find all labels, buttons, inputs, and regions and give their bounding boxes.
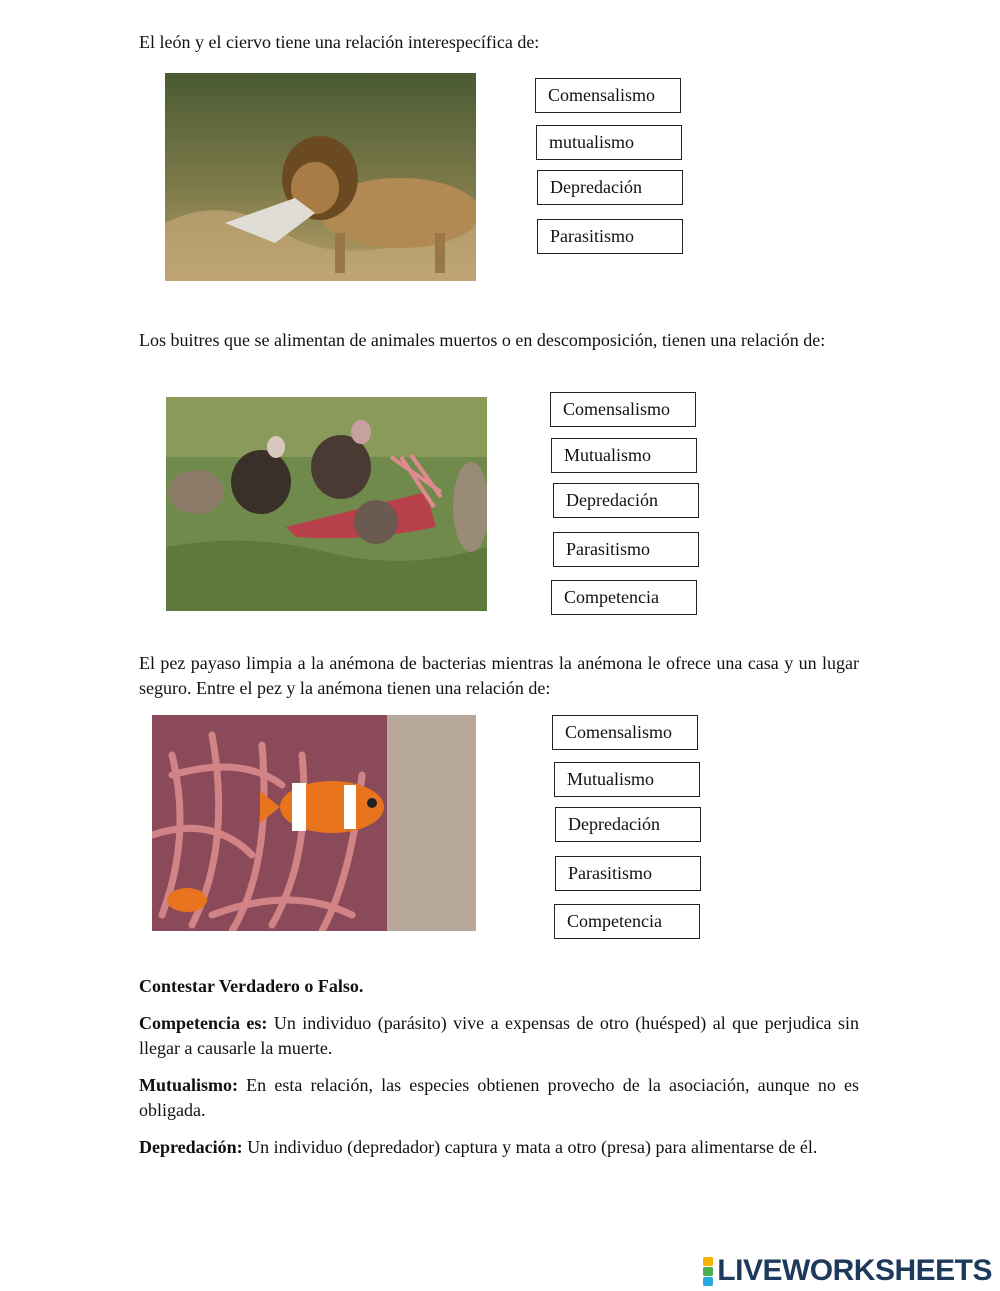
question-1-prompt: El león y el ciervo tiene una relación interespecífica de:: [139, 32, 540, 52]
q3-option-comensalismo[interactable]: Comensalismo: [552, 715, 698, 750]
statement-text: Un individuo (parásito) vive a expensas de otro (huésped) al que perjudica sin llegar a causarle la muerte.: [139, 1013, 859, 1058]
statement-term: Competencia es:: [139, 1013, 268, 1033]
q3-option-depredacion[interactable]: Depredación: [555, 807, 701, 842]
q3-option-competencia[interactable]: Competencia: [554, 904, 700, 939]
q1-option-comensalismo[interactable]: Comensalismo: [535, 78, 681, 113]
q2-option-comensalismo[interactable]: Comensalismo: [550, 392, 696, 427]
q3-option-mutualismo[interactable]: Mutualismo: [554, 762, 700, 797]
q2-option-competencia[interactable]: Competencia: [551, 580, 697, 615]
question-3-prompt: El pez payaso limpia a la anémona de bacterias mientras la anémona le ofrece una casa y un lugar seguro. Entre el pez y la anémona tienen una relación de:: [139, 653, 859, 698]
statement-text: En esta relación, las especies obtienen provecho de la asociación, aunque no es obligada.: [139, 1075, 859, 1120]
q2-option-mutualismo[interactable]: Mutualismo: [551, 438, 697, 473]
statement-term: Mutualismo:: [139, 1075, 238, 1095]
statement-depredacion: [139, 1135, 859, 1160]
logo-icon: [703, 1257, 713, 1286]
liveworksheets-logo[interactable]: [703, 1254, 992, 1288]
statement-term: Depredación:: [139, 1137, 243, 1157]
vultures-carcass-image: [166, 397, 487, 611]
lion-prey-image: [165, 73, 476, 281]
q1-option-parasitismo[interactable]: Parasitismo: [537, 219, 683, 254]
question-2-prompt: Los buitres que se alimentan de animales muertos o en descomposición, tienen una relación de:: [139, 330, 826, 350]
statement-competencia: [139, 1011, 859, 1061]
statement-mutualismo: [139, 1073, 859, 1123]
q2-option-depredacion[interactable]: Depredación: [553, 483, 699, 518]
true-false-heading: Contestar Verdadero o Falso.: [139, 976, 364, 996]
clownfish-anemone-image: [152, 715, 476, 931]
q1-option-depredacion[interactable]: Depredación: [537, 170, 683, 205]
statement-text: Un individuo (depredador) captura y mata a otro (presa) para alimentarse de él.: [242, 1137, 818, 1157]
logo-text: LIVEWORKSHEETS: [717, 1254, 992, 1287]
q1-option-mutualismo[interactable]: mutualismo: [536, 125, 682, 160]
q2-option-parasitismo[interactable]: Parasitismo: [553, 532, 699, 567]
q3-option-parasitismo[interactable]: Parasitismo: [555, 856, 701, 891]
